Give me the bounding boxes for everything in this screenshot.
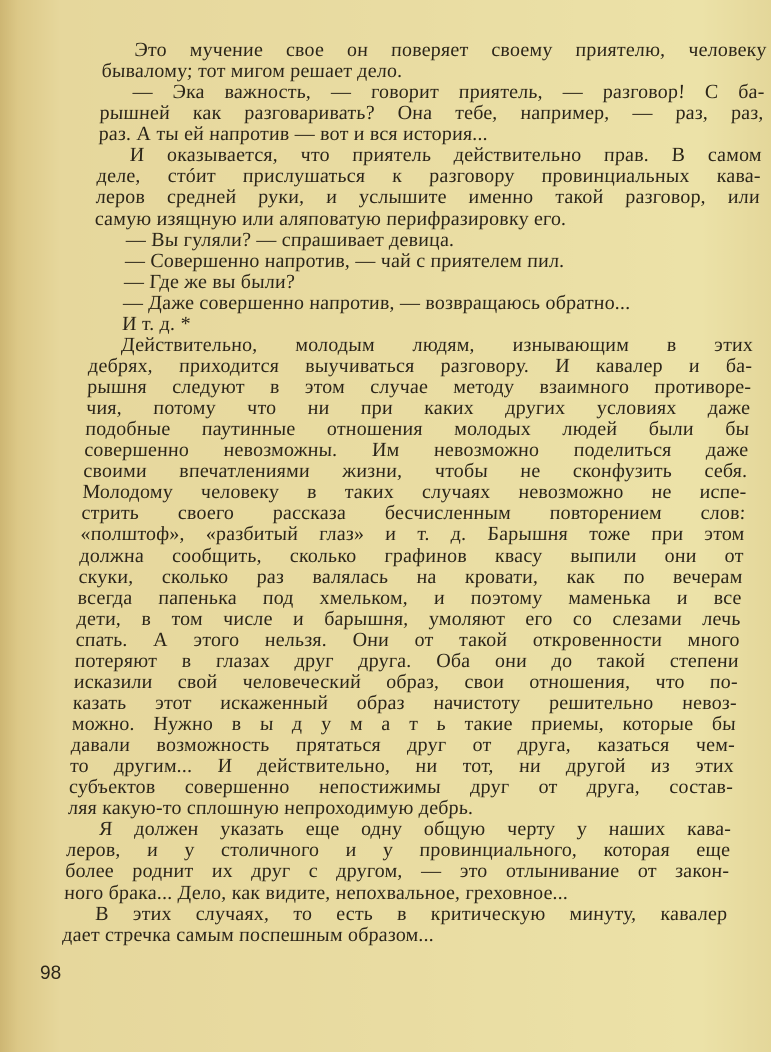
page-number: 98: [40, 963, 62, 984]
text-line: стрить своего рассказа бесчисленным повторением слов:: [81, 502, 747, 525]
text-line: совершенно невозможны. Им невозможно поделиться даже: [83, 439, 749, 462]
text-line: субъектов совершенно непостижимы друг от друга, состав-: [68, 776, 734, 799]
text-line: ляя какую-то сплошную непроходимую дебрь.: [67, 797, 474, 820]
text-line: то другим... И действительно, ни тот, ни другой из этих: [69, 755, 735, 778]
text-line: спать. А этого нельзя. Они от такой откровенности много: [75, 628, 741, 651]
text-line: своими впечатлениями жизни, чтобы не сконфузить себя.: [82, 460, 748, 483]
text-line: самую изящную или аляповатую перифразировку его.: [94, 207, 567, 230]
text-line: исказили свой человеческий образ, свои отношения, что по-: [73, 670, 739, 693]
text-line: — Совершенно напротив, — чай с приятелем пил.: [124, 249, 565, 272]
text-line: леров, и у столичного и у провинциального, которая еще: [65, 839, 731, 862]
text-line: потеряют в глазах друг друга. Оба они до такой степени: [74, 649, 740, 672]
text-line: «полштоф», «разбитый глаз» и т. д. Барышня тоже при этом: [80, 523, 746, 546]
text-line: ного брака... Дело, как видите, непохвальное, греховное...: [63, 881, 569, 904]
text-line: подобные паутинные отношения молодых людей были бы: [84, 418, 750, 441]
text-line: — Вы гуляли? — спрашивает девица.: [125, 228, 455, 251]
text-line: чия, потому что ни при каких других условиях даже: [85, 397, 751, 420]
text-line: деле, стóит прислушаться к разговору провинциальных кава-: [96, 165, 762, 188]
text-line: должна сообщить, сколько графинов квасу выпили они от: [79, 544, 745, 567]
text-line: раз. А ты ей напротив — вот и вся история...: [98, 123, 489, 146]
text-line: всегда папенька под хмельком, и поэтому маменька и все: [77, 586, 743, 609]
text-line: Молодому человеку в таких случаях невозможно не испе-: [81, 481, 747, 504]
text-line: — Даже совершенно напротив, — возвращаюсь обратно...: [122, 291, 632, 314]
text-line: И т. д. *: [121, 312, 192, 335]
text-line: Действительно, молодым людям, изнывающим в этих: [120, 333, 754, 356]
page-body-text: [62, 40, 767, 946]
text-line: Я должен указать еще одну общую черту у наших кава-: [98, 818, 732, 841]
text-line: Это мучение свое он поверяет своему приятелю, человеку: [134, 39, 768, 61]
text-line: дебрях, приходится выучиваться разговору. И кавалер и ба-: [87, 354, 753, 377]
text-line: В этих случаях, то есть в критическую минуту, кавалер: [94, 902, 728, 925]
text-line: рышня следуют в этом случае методу взаимного противоре-: [86, 376, 752, 398]
text-line: — Эка важность, — говорит приятель, — разговор! С ба-: [132, 81, 766, 104]
text-line: И оказывается, что приятель действительно прав. В самом: [129, 144, 763, 167]
text-line: бывалому; тот мигом решает дело.: [101, 60, 403, 83]
text-line: дает стречка самым поспешным образом...: [61, 923, 435, 946]
text-line: скуки, сколько раз валялась на кровати, как по вечерам: [78, 565, 744, 588]
text-line: можно. Нужно в ы д у м а т ь такие приемы, которые бы: [71, 713, 737, 735]
text-line: леров средней руки, и услышите именно такой разговор, или: [95, 186, 761, 209]
text-line: казать этот искаженный образ начистоту решительно невоз-: [72, 691, 738, 714]
text-line: дети, в том числе и барышня, умоляют его со слезами лечь: [76, 607, 742, 630]
text-line: давали возможность прятаться друг от друга, казаться чем-: [70, 734, 736, 757]
text-line: — Где же вы были?: [123, 270, 296, 293]
text-line: более роднит их друг с другом, — это отлынивание от закон-: [64, 860, 730, 883]
text-line: рышней как разговаривать? Она тебе, например, — раз, раз,: [99, 102, 765, 125]
